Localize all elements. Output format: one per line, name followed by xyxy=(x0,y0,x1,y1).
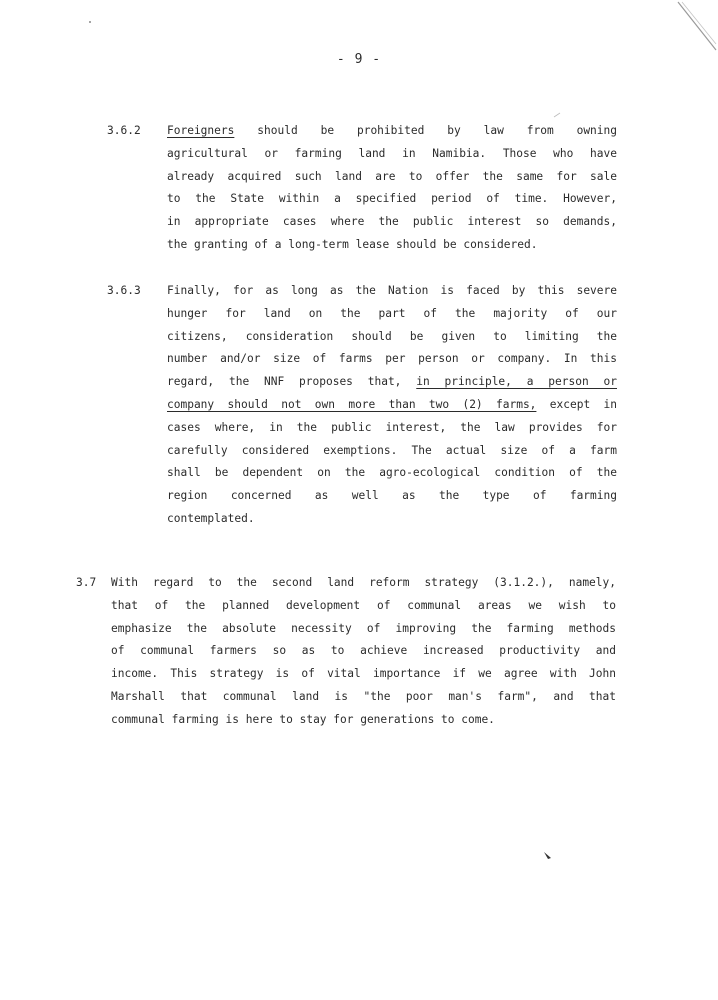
text-segment: that of the planned development of communal areas we wish to xyxy=(111,598,616,612)
paragraph-number: 3.6.3 xyxy=(107,284,141,297)
text-segment: in appropriate cases where the public interest so demands, xyxy=(167,215,617,229)
paragraph-body xyxy=(111,572,616,732)
text-line xyxy=(111,595,616,618)
text-segment: carefully considered exemptions. The actual size of a farm xyxy=(167,443,617,457)
scan-corner-mark xyxy=(658,0,718,60)
text-line xyxy=(111,686,616,709)
text-line xyxy=(167,508,617,531)
text-segment: With regard to the second land reform strategy (3.1.2.), namely, xyxy=(111,576,616,589)
text-segment: hunger for land on the part of the majority of our xyxy=(167,306,617,320)
text-segment: the granting of a long-term lease should be considered. xyxy=(167,237,538,251)
text-line xyxy=(167,440,617,463)
text-segment: Finally, for as long as the Nation is faced by this severe xyxy=(167,284,617,297)
text-line xyxy=(167,143,617,166)
text-segment: cases where, in the public interest, the law provides for xyxy=(167,420,617,434)
text-segment: to the State within a specified period of time. However, xyxy=(167,192,617,206)
text-segment: contemplated. xyxy=(167,511,255,525)
text-segment: of communal farmers so as to achieve increased productivity and xyxy=(111,644,616,658)
text-segment: agricultural or farming land in Namibia. Those who have xyxy=(167,146,617,160)
text-line xyxy=(167,326,617,349)
text-line xyxy=(111,640,616,663)
underlined-text: in principle, a person or xyxy=(416,375,617,389)
text-line xyxy=(167,417,617,440)
underlined-text: Foreigners xyxy=(167,124,235,137)
text-segment: emphasize the absolute necessity of improving the farming methods xyxy=(111,621,616,635)
text-line xyxy=(167,485,617,508)
paragraph-number: 3.6.2 xyxy=(107,124,141,137)
text-line xyxy=(111,572,616,595)
text-segment: communal farming is here to stay for generations to come. xyxy=(111,712,495,726)
text-segment: number and/or size of farms per person or company. In this xyxy=(167,352,617,366)
text-line xyxy=(167,303,617,326)
scan-speck xyxy=(543,850,553,860)
paragraph-body xyxy=(167,120,617,257)
text-line xyxy=(167,280,617,303)
text-line xyxy=(167,166,617,189)
scan-speck xyxy=(88,20,92,24)
text-line xyxy=(167,234,617,257)
paragraph-number: 3.7 xyxy=(76,576,97,589)
paragraph-body xyxy=(167,280,617,531)
text-line xyxy=(111,709,616,732)
text-line xyxy=(167,120,617,143)
underlined-text: company should not own more than two (2) farms, xyxy=(167,397,537,411)
text-segment: should be prohibited by law from owning xyxy=(234,124,617,137)
text-segment: income. This strategy is of vital importance if we agree with John xyxy=(111,667,616,681)
text-line xyxy=(167,188,617,211)
text-line xyxy=(111,618,616,641)
text-segment: except in xyxy=(536,397,617,411)
text-line xyxy=(167,371,617,394)
text-segment: region concerned as well as the type of farming xyxy=(167,489,617,503)
page-number: - 9 - xyxy=(336,52,382,67)
text-line xyxy=(167,394,617,417)
text-segment: Marshall that communal land is "the poor man's farm", and that xyxy=(111,689,616,703)
scan-speck xyxy=(553,112,561,118)
text-segment: shall be dependent on the agro-ecological condition of the xyxy=(167,466,617,480)
text-line xyxy=(167,211,617,234)
text-line xyxy=(111,663,616,686)
text-segment: citizens, consideration should be given to limiting the xyxy=(167,329,617,343)
text-segment: regard, the NNF proposes that, xyxy=(167,375,417,389)
text-segment: already acquired such land are to offer the same for sale xyxy=(167,169,617,183)
text-line xyxy=(167,348,617,371)
text-line xyxy=(167,462,617,485)
